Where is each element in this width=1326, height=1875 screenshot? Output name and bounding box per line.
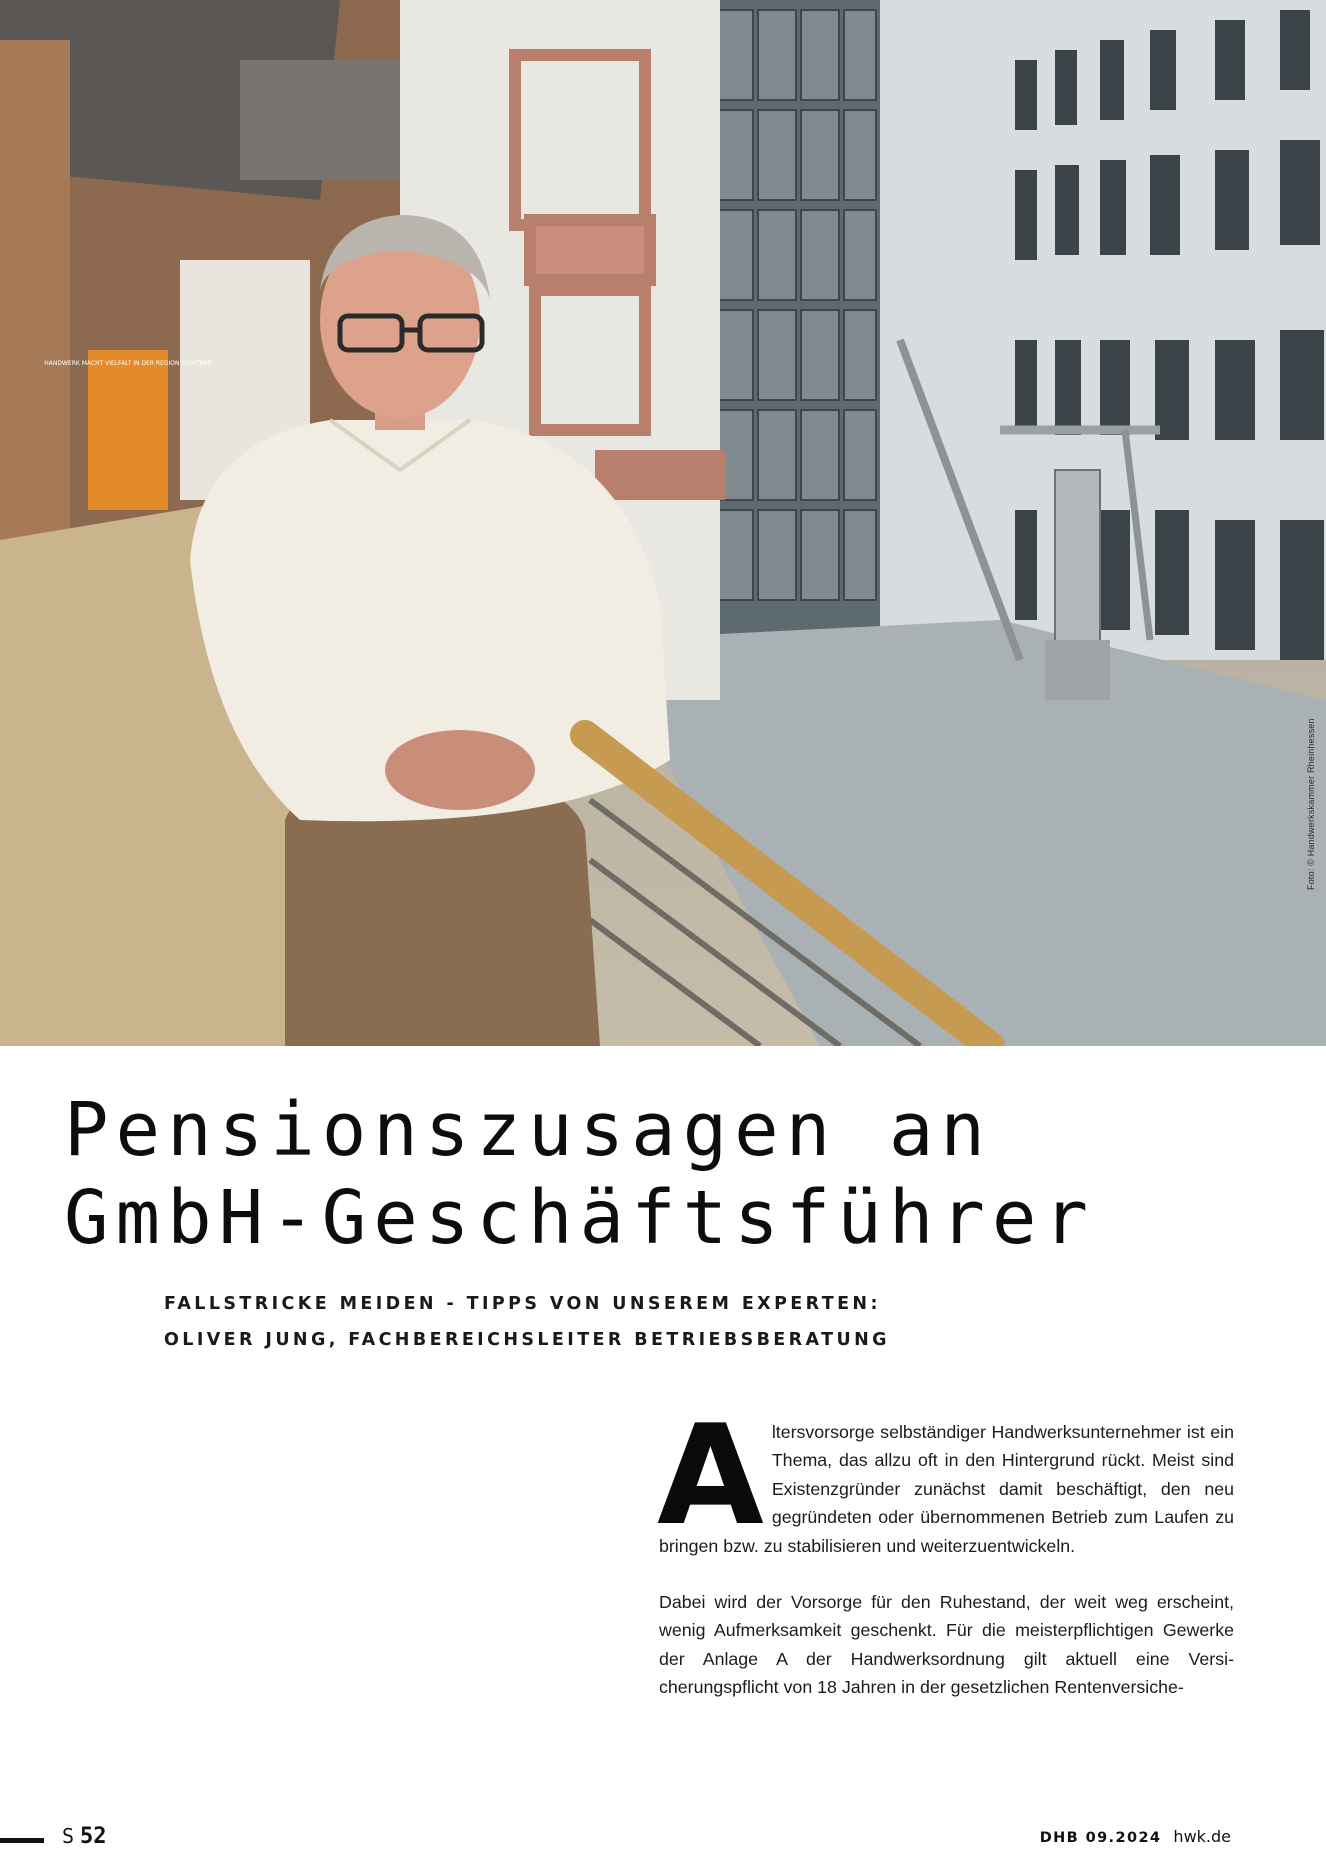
paragraph-2: Dabei wird der Vorsorge für den Ruhestand, der weit weg erscheint, wenig Aufmerksamkeit geschenkt. Für die meisterpflichtigen Gewerke der Anlage A der Handwerksordnung gilt aktuell eine Versicherungspflicht von 18 Jahren in der gesetzlichen Rentenversiche- <box>659 1592 1234 1698</box>
footer-right <box>1040 1827 1231 1846</box>
dropcap: A <box>657 1395 764 1556</box>
upper-railing <box>240 60 400 180</box>
paragraph-1 <box>657 1395 1234 1560</box>
photo-credit: Foto: © Handwerkskammer Rheinhessen <box>1306 718 1316 890</box>
paragraph-1-text: ltersvorsorge selbständiger Handwerksunternehmer ist ein Thema, das allzu oft in den Hintergrund rückt. Meist sind Existenzgründer zunächst damit beschäftigt, den neu gegründeten oder übernommenen Betrieb zum Laufen zu bringen bzw. zu stabilisieren und weiterzuentwickeln. <box>659 1422 1234 1556</box>
subtitle-line-2: OLIVER JUNG, FACHBEREICHSLEITER BETRIEBSBERATUNG <box>164 1330 890 1350</box>
article-title <box>64 1086 1095 1262</box>
article-subtitle <box>164 1286 890 1358</box>
page-number: 52 <box>80 1824 107 1849</box>
footer-rule <box>0 1838 44 1843</box>
poster-text: HANDWERK MACHT VIELFALT IN DER REGION SICHTBAR <box>44 360 212 367</box>
title-line-2: GmbH-Geschäftsführer <box>64 1175 1096 1261</box>
website-link[interactable]: hwk.de <box>1173 1827 1231 1846</box>
title-line-1: Pensionszusagen an <box>64 1087 992 1173</box>
poster-stand <box>88 350 168 510</box>
subtitle-line-1: FALLSTRICKE MEIDEN - TIPPS VON UNSEREM EXPERTEN: <box>164 1294 881 1314</box>
sandstone-balcony <box>595 450 725 500</box>
page-prefix: S <box>62 1824 75 1848</box>
page-label <box>62 1824 107 1849</box>
issue-label: DHB 09.2024 <box>1039 1830 1162 1846</box>
article-body <box>657 1395 1234 1730</box>
